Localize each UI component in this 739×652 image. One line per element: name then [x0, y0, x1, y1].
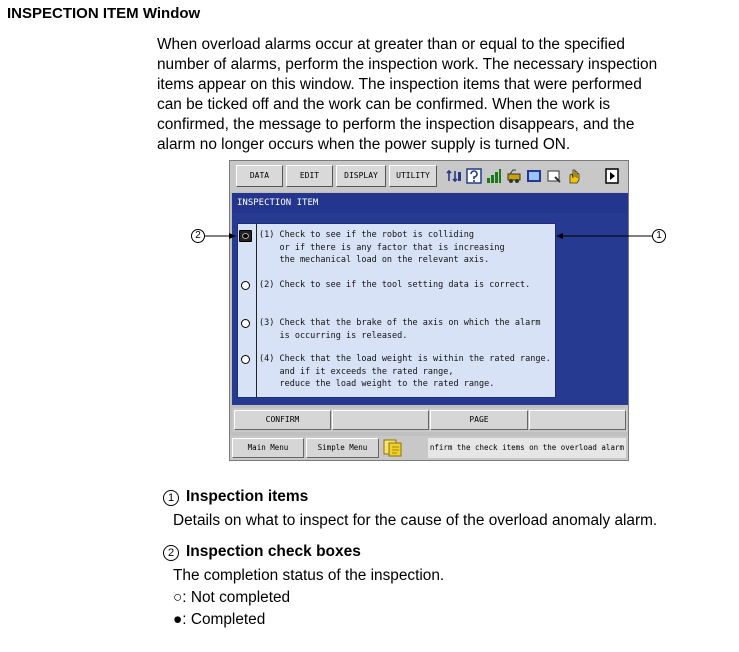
- inspection-item-1: (1) Check to see if the robot is colliding or if there is any factor that is increasing the mechanical load on the relevant axis.: [259, 230, 505, 265]
- callout-2-arrow: [205, 230, 237, 242]
- pendant-screen: [229, 160, 629, 461]
- legend-2-number: 2: [163, 545, 179, 561]
- message-icon: [383, 439, 403, 457]
- hand-icon[interactable]: [566, 168, 582, 184]
- check-box-item-2[interactable]: [241, 281, 250, 290]
- callout-1: 1: [652, 229, 666, 243]
- robot-vehicle-icon[interactable]: [506, 168, 522, 184]
- check-box-item-1[interactable]: [239, 230, 252, 242]
- confirm-button[interactable]: CONFIRM: [234, 410, 331, 430]
- legend-1-title: Inspection items: [186, 488, 309, 505]
- legend-2-desc: The completion status of the inspection.: [173, 567, 445, 584]
- intro-line: can be ticked off and the work can be confirmed. When the work is: [157, 96, 611, 113]
- simple-menu-button[interactable]: Simple Menu: [306, 438, 379, 458]
- help-icon[interactable]: [466, 168, 482, 184]
- inspection-item-3: (3) Check that the brake of the axis on which the alarm is occurring is released.: [259, 318, 541, 341]
- status-message: nfirm the check items on the overload alarm: [428, 438, 626, 458]
- legend-2-title: Inspection check boxes: [186, 543, 361, 560]
- callout-2: 2: [191, 229, 205, 243]
- section-heading: INSPECTION ITEM Window: [7, 5, 201, 22]
- intro-paragraph: [157, 35, 717, 155]
- menu-display[interactable]: DISPLAY: [336, 165, 386, 187]
- display-toggle-icon[interactable]: [446, 168, 462, 184]
- legend-2-not-completed: ○: Not completed: [173, 589, 291, 606]
- checkbox-divider: [256, 224, 257, 397]
- check-box-item-4[interactable]: [241, 355, 250, 364]
- inspection-items-panel: [237, 223, 556, 398]
- intro-line: alarm no longer occurs when the power supply is turned ON.: [157, 136, 571, 153]
- stamp-icon[interactable]: [546, 168, 562, 184]
- signal-chart-icon[interactable]: [486, 168, 502, 184]
- intro-line: number of alarms, perform the inspection work. The necessary inspection: [157, 56, 658, 73]
- inspection-item-4: (4) Check that the load weight is within the rated range. and if it exceeds the rated range, reduce the load weight to the rated range.: [259, 354, 551, 389]
- status-icon-strip: [444, 165, 626, 188]
- page-button[interactable]: PAGE: [430, 410, 528, 430]
- menu-data[interactable]: DATA: [236, 165, 283, 187]
- legend-1-desc: Details on what to inspect for the cause of the overload anomaly alarm.: [173, 512, 658, 529]
- intro-line: items appear on this window. The inspection items that were performed: [157, 76, 642, 93]
- menu-bar: [230, 161, 628, 192]
- main-menu-button[interactable]: Main Menu: [232, 438, 304, 458]
- window-title: INSPECTION ITEM: [232, 193, 628, 213]
- callout-1-arrow: [556, 230, 654, 242]
- check-box-item-3[interactable]: [241, 319, 250, 328]
- function-key-4[interactable]: [529, 410, 626, 430]
- intro-line: When overload alarms occur at greater than or equal to the specified: [157, 36, 625, 53]
- function-key-bar: [232, 408, 628, 432]
- function-key-2[interactable]: [332, 410, 429, 430]
- legend-2-completed: ●: Completed: [173, 611, 266, 628]
- screen-icon[interactable]: [526, 168, 542, 184]
- status-bar: [230, 436, 628, 460]
- legend-1-number: 1: [163, 490, 179, 506]
- menu-utility[interactable]: UTILITY: [389, 165, 437, 187]
- page-marker-icon[interactable]: [604, 168, 620, 184]
- intro-line: confirmed, the message to perform the inspection disappears, and the: [157, 116, 635, 133]
- menu-edit[interactable]: EDIT: [286, 165, 333, 187]
- inspection-item-2: (2) Check to see if the tool setting data is correct.: [259, 280, 531, 290]
